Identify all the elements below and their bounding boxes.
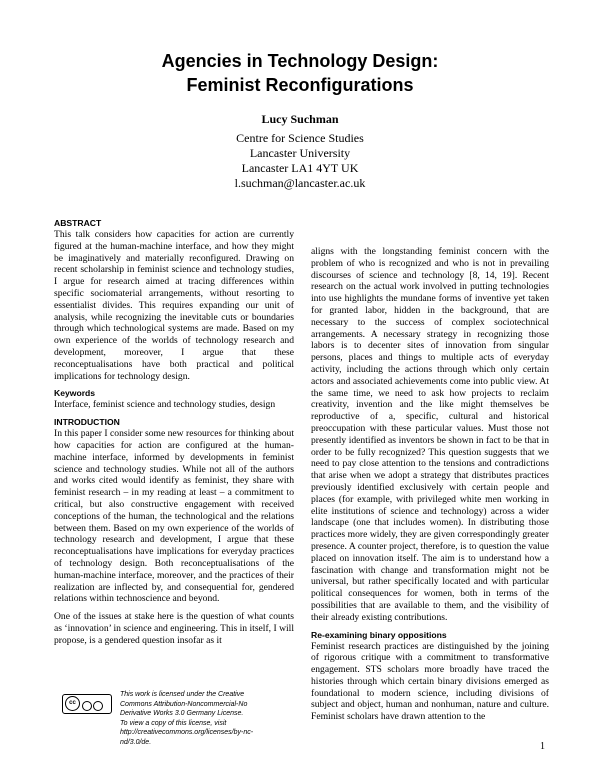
abstract-text: This talk considers how capacities for action are currently figured at the human-machine interface, and how they might be imaginatively and materially reconfigured. Drawing on recent scholarship in feminist science and technology studies, I argue for research aimed at tracing differences within specific sociomaterial arrangements, without resorting to essentialist divides. This requires expanding our unit of analysis, while recognizing the inevitable cuts or boundaries through which technological systems are made. Based on my own experience of the worlds of technology research and development, moreover, I argue that these reconceptualisations have both practical and political implications for technology design. [54,229,294,382]
license-text [120,690,270,747]
abstract-heading: ABSTRACT [54,218,102,228]
author-affiliation-1: Centre for Science Studies [236,131,364,145]
license-line-2: Commons Attribution-Noncommercial-No [120,700,248,708]
license-line-4: To view a copy of this license, visit [120,719,227,727]
cc-logo-icon: cc [65,696,80,711]
creative-commons-badge[interactable] [62,694,112,714]
introduction-paragraph-1: In this paper I consider some new resources for thinking about how capacities for action are configured at the human-machine interface, informed by developments in feminist science and technology studies. While not all of the authors and works cited would identify as feminist, they share with feminist research – in my reading at least – a commitment to critical, but also constructive engagement with received conceptions of the human, the technological and the relations between them. Based on my own experience of the worlds of technology research and development, I argue that these reconceptualisations have implications for everyday practices of technology design. Both reconceptualisations of the human-machine interface, moreover, and the practices of their realization are inflected by, and consequential for, gendered relations within technoscience and beyond. [54,428,294,605]
left-column [54,218,294,653]
license-line-3: Derivative Works 3.0 Germany License. [120,710,244,717]
page-number: 1 [540,741,545,752]
introduction-heading: INTRODUCTION [54,417,120,428]
author-name: Lucy Suchman [261,112,339,126]
author-affiliation-2: Lancaster University [249,146,351,160]
author-email: l.suchman@lancaster.ac.uk [234,176,366,190]
license-link[interactable]: http://creativecommons.org/licenses/by-nc- [120,729,254,736]
license-link-cont[interactable]: nd/3.0/de. [120,738,152,746]
right-paragraph-2: Feminist research practices are distinguished by the joining of rigorous critique with a commitment to transformative engagement. STS scholars more broadly have traced the histories through which certain binary divisions emerged as foundational to modern science, including divisions of subject and object, human and nonhuman, nature and culture. Feminist scholars have drawn attention to the [311,640,549,723]
license-notice [62,690,362,762]
binary-oppositions-heading: Re-examining binary oppositions [311,629,447,640]
introduction-paragraph-2: One of the issues at stake here is the question of what counts as ‘innovation’ in science and engineering. This in itself, I will propose, is a gendered question insofar as it [54,611,294,646]
license-conditions-icon [82,698,110,710]
keywords-heading: Keywords [54,388,96,399]
right-paragraph-1: aligns with the longstanding feminist concern with the problem of who is recognized and who is not in prevailing discourses of science and technology [8, 14, 19]. Recent research on the actual work involved in putting technologies into use highlights the mundane forms of inventive yet taken for granted labor, hidden in the background, that are necessary to the success of complex sociotechnical arrangements. A necessary strategy in recognizing those labors is to decenter sites of innovation from singular persons, places and things to multiple acts of everyday activity, including the actions through which only certain actors and associated achievements come into public view. At the same time, we need to ask how projects to reclaim creativity, invention and the like might themselves be reproductive of a, specific, cultural and historical preoccupation with these particular values. Must those not presently identified as inventors be shown in fact to be that in order to be fully recognized? This question suggests that we need to pay close attention to the tensions and contradictions that arise when we adopt a strategy that distributes practices previously identified exclusively with certain people and places (for example, with privileged white men working in elite institutions of science and technology) across a wider landscape (one that includes women). In distributing those practices more widely, they are given correspondingly greater presence. A counter project, therefore, is to question the value placed on innovation itself. The aim is to understand how a fascination with change and transformation might not be universal, but rather specifically located and with particular political consequences for women, both in terms of the possibilities that are available to them, and the visibility of their already existing contributions. [311,246,549,623]
paper-title-line-2: Feminist Reconfigurations [186,75,414,95]
author-block [0,112,600,191]
right-column [311,246,549,729]
author-address: Lancaster LA1 4YT UK [241,161,359,175]
keywords-text: Interface, feminist science and technology studies, design [54,399,276,411]
license-line-1: This work is licensed under the Creative [120,691,245,698]
paper-title-line-1: Agencies in Technology Design: [161,51,439,71]
